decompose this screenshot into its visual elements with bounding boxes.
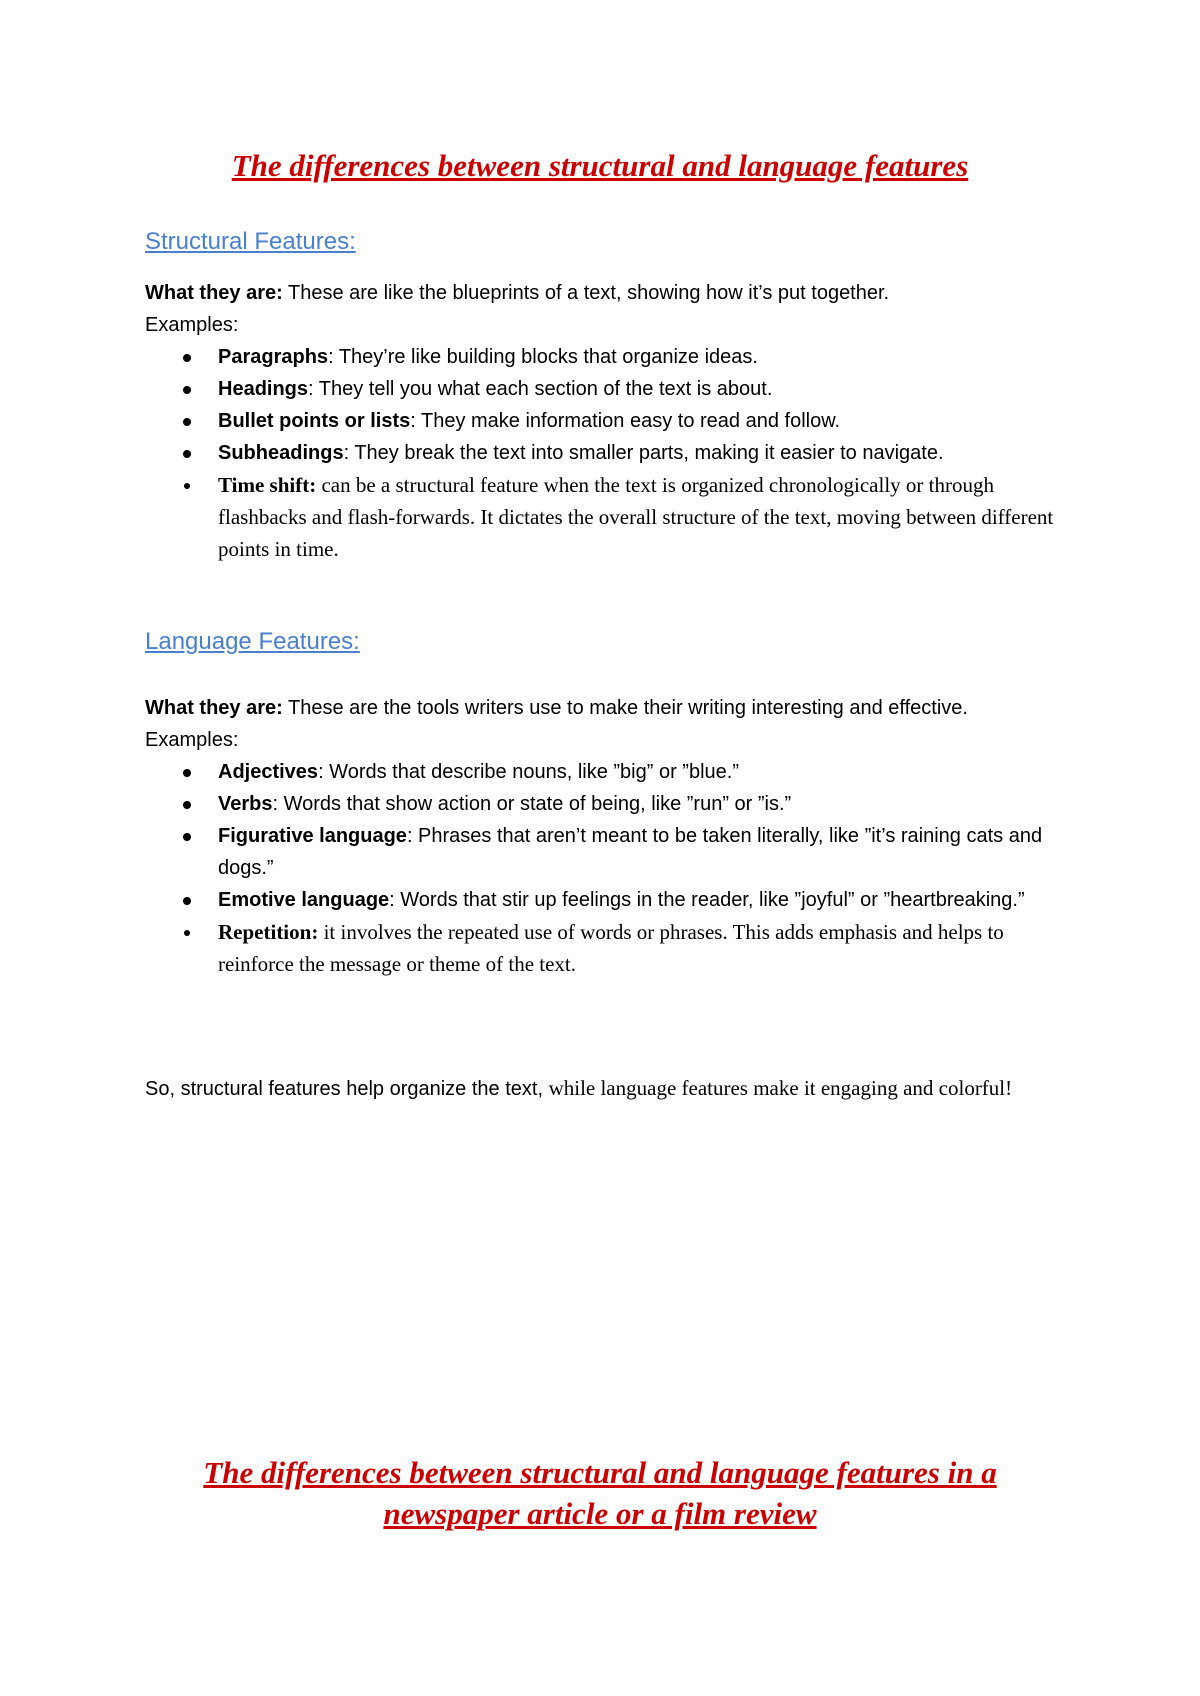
structural-examples-label: Examples: [145,314,239,336]
structural-what-text: These are like the blueprints of a text, showing how it’s put together. [282,282,890,304]
structural-examples-list [145,341,1065,565]
structural-features-section [145,277,1065,565]
item-text: : Phrases that aren’t meant to be taken literally, like ”it’s raining cats and dogs.” [218,825,1043,879]
language-examples-label: Examples: [145,729,239,751]
item-text: it involves the repeated use of words or phrases. This adds emphasis and helps to reinforce the message or theme of the text. [218,920,1004,976]
item-text: : They tell you what each section of the text is about. [308,378,773,400]
bullet-icon [183,450,191,458]
item-text: : Words that show action or state of being, like ”run” or ”is.” [272,793,792,815]
item-term: Paragraphs [218,346,329,368]
bullet-icon [183,801,191,809]
item-term: Bullet points or lists [218,410,411,432]
list-item [145,820,1065,884]
item-text: : They’re like building blocks that organize ideas. [328,346,758,368]
item-term: Adjectives [218,761,319,783]
item-term: Headings [218,378,309,400]
item-text: : Words that describe nouns, like ”big” or ”blue.” [318,761,739,783]
structural-features-heading: Structural Features: [145,228,356,255]
list-item [145,916,1065,980]
bullet-icon [184,483,190,489]
structural-definition [145,277,1065,309]
item-term: Time shift: [218,473,317,497]
bullet-icon [183,833,191,841]
language-features-section [145,692,1065,980]
summary-paragraph [145,1072,1065,1106]
list-item [145,405,1065,437]
language-features-heading: Language Features: [145,628,360,655]
item-term: Repetition: [218,920,319,944]
bullet-icon [183,418,191,426]
list-item [145,469,1065,565]
bullet-icon [183,897,191,905]
bullet-icon [184,930,190,936]
item-text: : Words that stir up feelings in the reader, like ”joyful” or ”heartbreaking.” [389,889,1025,911]
bullet-icon [183,386,191,394]
list-item [145,341,1065,373]
item-text: : They break the text into smaller parts, making it easier to navigate. [343,442,944,464]
item-term: Verbs [218,793,273,815]
second-section-title: The differences between structural and language features in a newspaper article or a film review [203,1455,997,1531]
list-item [145,437,1065,469]
item-term: Figurative language [218,825,407,847]
list-item [145,373,1065,405]
language-what-label: What they are: [145,697,283,719]
list-item [145,884,1065,916]
bullet-icon [183,769,191,777]
language-definition [145,692,1065,724]
bullet-icon [183,354,191,362]
list-item [145,788,1065,820]
structural-what-label: What they are: [145,282,283,304]
list-item [145,756,1065,788]
item-term: Emotive language [218,889,390,911]
page-title: The differences between structural and language features [231,148,969,183]
item-text: can be a structural feature when the text is organized chronologically or through flashbacks and flash-forwards. It dictates the overall structure of the text, moving between different points in time. [218,473,1054,561]
language-examples-list [145,756,1065,980]
summary-part-2: while language features make it engaging and colorful! [548,1076,1013,1100]
summary-part-1: So, structural features help organize the text, [145,1078,549,1100]
item-text: : They make information easy to read and follow. [410,410,841,432]
language-what-text: These are the tools writers use to make their writing interesting and effective. [282,697,968,719]
item-term: Subheadings [218,442,344,464]
